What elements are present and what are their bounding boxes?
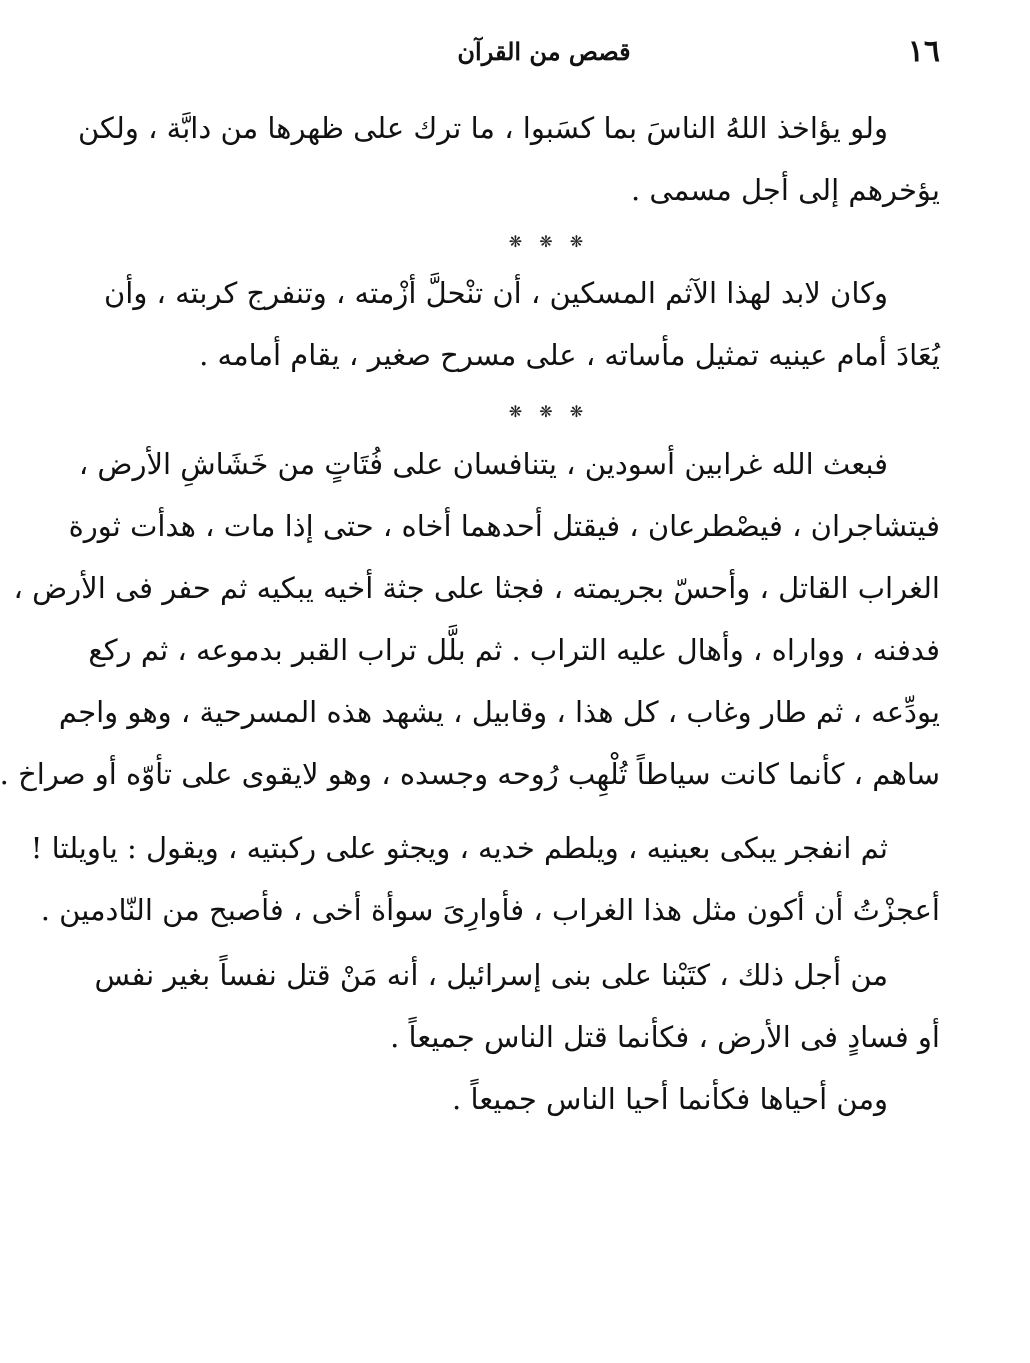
paragraph-5	[94, 944, 940, 1130]
text-line: فبعث الله غرابين أسودين ، يتنافسان على فُتَاتٍ من خَشَاشِ الأرض ،	[78, 447, 888, 481]
page-number: ١٦	[907, 34, 940, 69]
text-line: فدفنه ، وواراه ، وأهال عليه التراب . ثم بلَّل تراب القبر بدموعه ، ثم ركع	[88, 633, 940, 667]
text-line: ولو يؤاخذ اللهُ الناسَ بما كسَبوا ، ما ترك على ظهرها من دابَّة ، ولكن	[77, 111, 888, 145]
running-title: قصص من القرآن	[457, 37, 631, 66]
text-line: أو فسادٍ فى الأرض ، فكأنما قتل الناس جميعاً .	[390, 1020, 940, 1054]
text-line: الغراب القاتل ، وأحسّ بجريمته ، فجثا على جثة أخيه يبكيه ثم حفر فى الأرض ،	[13, 571, 940, 605]
text-line: وكان لابد لهذا الآثم المسكين ، أن تنْحلَّ أزْمته ، وتنفرج كربته ، وأن	[103, 276, 888, 310]
text-line: أعجزْتُ أن أكون مثل هذا الغراب ، فأوارِىَ سوأة أخى ، فأصبح من النّادمين .	[40, 893, 940, 927]
paragraph-2	[103, 262, 940, 386]
text-line: فيتشاجران ، فيصْطرعان ، فيقتل أحدهما أخاه ، حتى إذا مات ، هدأت ثورة	[68, 509, 940, 543]
text-line: ومن أحياها فكأنما أحيا الناس جميعاً .	[452, 1082, 888, 1116]
text-line: يؤخرهم إلى أجل مسمى .	[630, 173, 940, 207]
paragraph-3	[0, 433, 940, 805]
section-separator: ❋ ❋ ❋	[508, 232, 590, 251]
text-line: من أجل ذلك ، كتَبْنا على بنى إسرائيل ، أنه مَنْ قتل نفساً بغير نفس	[94, 958, 888, 992]
text-line: ساهم ، كأنما كانت سياطاً تُلْهِب رُوحه وجسده ، وهو لايقوى على تأوّه أو صراخ .	[0, 757, 940, 791]
paragraph-4	[30, 817, 940, 941]
section-separator: ❋ ❋ ❋	[508, 402, 590, 421]
text-line: يودِّعه ، ثم طار وغاب ، كل هذا ، وقابيل ، يشهد هذه المسرحية ، وهو واجم	[58, 695, 940, 729]
text-line: ثم انفجر يبكى بعينيه ، ويلطم خديه ، ويجثو على ركبتيه ، ويقول : ياويلتا !	[30, 831, 888, 865]
paragraph-1	[77, 97, 940, 221]
text-line: يُعَادَ أمام عينيه تمثيل مأساته ، على مسرح صغير ، يقام أمامه .	[199, 338, 940, 372]
page-header	[148, 30, 940, 74]
